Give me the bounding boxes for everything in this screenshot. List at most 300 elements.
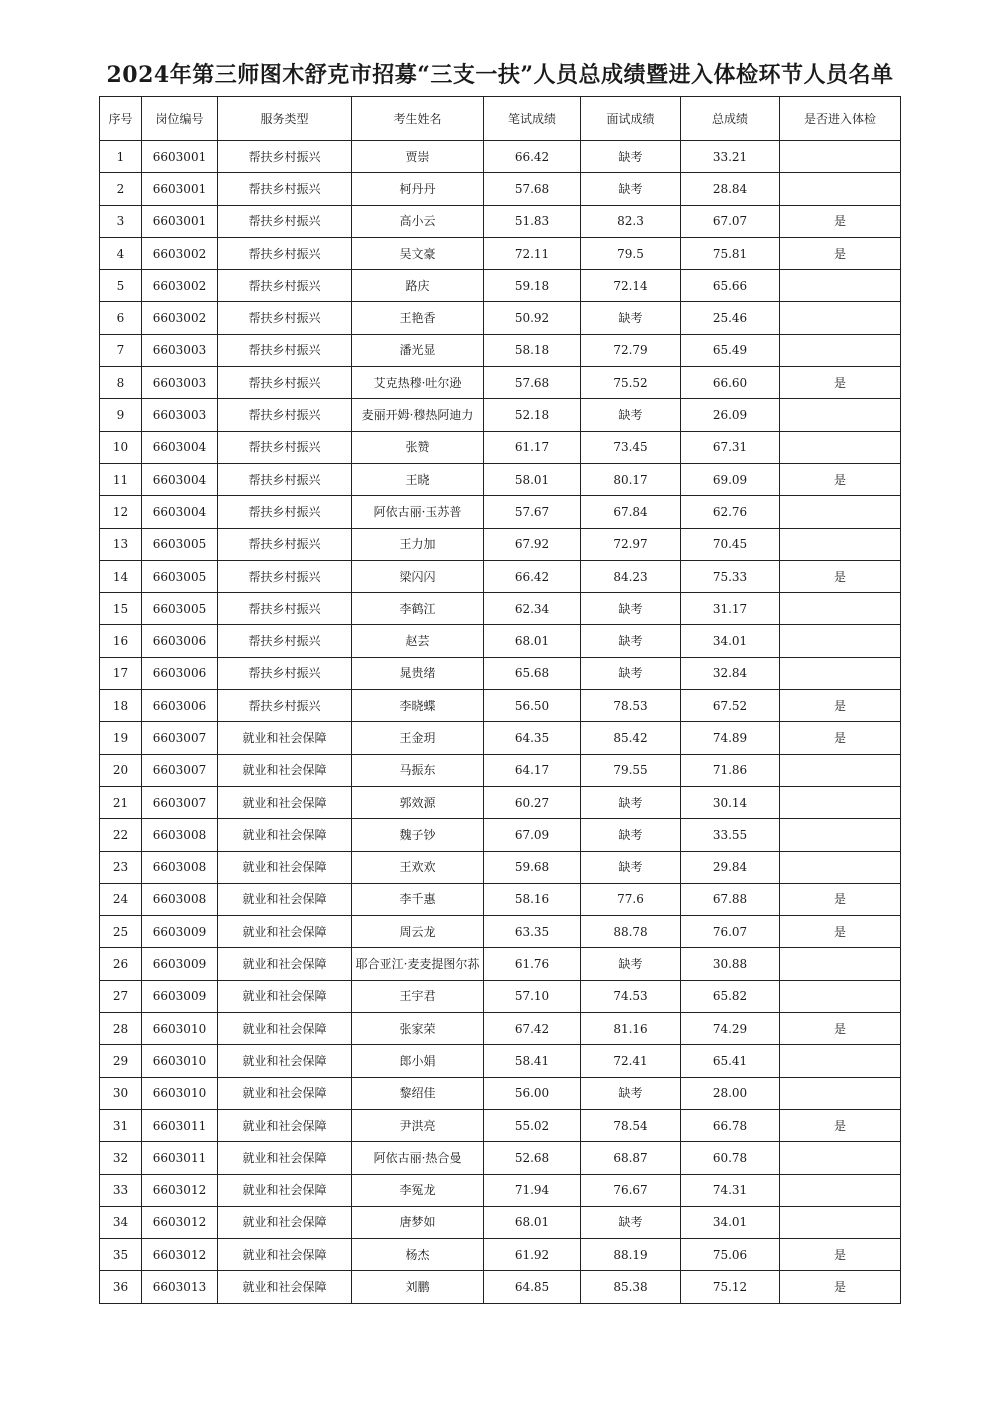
cell-medical-check: 是	[780, 722, 901, 754]
cell-service-type: 帮扶乡村振兴	[218, 528, 352, 560]
cell-interview-score: 72.79	[581, 334, 681, 366]
cell-post-code: 6603007	[142, 786, 218, 818]
cell-medical-check: 是	[780, 463, 901, 495]
cell-post-code: 6603003	[142, 367, 218, 399]
cell-candidate-name: 晁贵绪	[352, 657, 484, 689]
cell-medical-check	[780, 334, 901, 366]
cell-index: 29	[100, 1045, 142, 1077]
cell-candidate-name: 张家荣	[352, 1013, 484, 1045]
cell-service-type: 帮扶乡村振兴	[218, 205, 352, 237]
cell-total-score: 34.01	[681, 1206, 780, 1238]
cell-post-code: 6603011	[142, 1142, 218, 1174]
cell-interview-score: 缺考	[581, 1206, 681, 1238]
cell-total-score: 26.09	[681, 399, 780, 431]
cell-post-code: 6603003	[142, 334, 218, 366]
cell-candidate-name: 尹洪亮	[352, 1109, 484, 1141]
table-row	[100, 560, 901, 592]
cell-medical-check	[780, 1174, 901, 1206]
table-row	[100, 431, 901, 463]
cell-written-score: 52.68	[484, 1142, 581, 1174]
cell-index: 34	[100, 1206, 142, 1238]
cell-written-score: 51.83	[484, 205, 581, 237]
cell-medical-check	[780, 980, 901, 1012]
cell-medical-check: 是	[780, 916, 901, 948]
cell-written-score: 58.41	[484, 1045, 581, 1077]
table-row	[100, 528, 901, 560]
cell-written-score: 72.11	[484, 237, 581, 269]
cell-candidate-name: 麦丽开姆·穆热阿迪力	[352, 399, 484, 431]
table-row	[100, 916, 901, 948]
cell-total-score: 75.12	[681, 1271, 780, 1303]
cell-interview-score: 82.3	[581, 205, 681, 237]
cell-post-code: 6603008	[142, 883, 218, 915]
cell-total-score: 67.52	[681, 690, 780, 722]
table-row	[100, 463, 901, 495]
cell-index: 14	[100, 560, 142, 592]
cell-written-score: 55.02	[484, 1109, 581, 1141]
table-row	[100, 690, 901, 722]
cell-post-code: 6603009	[142, 948, 218, 980]
cell-candidate-name: 高小云	[352, 205, 484, 237]
cell-post-code: 6603001	[142, 205, 218, 237]
cell-service-type: 就业和社会保障	[218, 722, 352, 754]
cell-medical-check	[780, 1045, 901, 1077]
cell-interview-score: 缺考	[581, 173, 681, 205]
header-row	[100, 97, 901, 141]
cell-post-code: 6603004	[142, 496, 218, 528]
cell-total-score: 33.21	[681, 141, 780, 173]
cell-candidate-name: 王艳香	[352, 302, 484, 334]
cell-post-code: 6603005	[142, 593, 218, 625]
cell-total-score: 34.01	[681, 625, 780, 657]
table-row	[100, 1271, 901, 1303]
cell-index: 3	[100, 205, 142, 237]
cell-candidate-name: 柯丹丹	[352, 173, 484, 205]
cell-post-code: 6603005	[142, 560, 218, 592]
cell-service-type: 帮扶乡村振兴	[218, 593, 352, 625]
cell-medical-check	[780, 270, 901, 302]
cell-interview-score: 75.52	[581, 367, 681, 399]
cell-written-score: 56.00	[484, 1077, 581, 1109]
cell-written-score: 57.68	[484, 367, 581, 399]
cell-medical-check: 是	[780, 560, 901, 592]
cell-total-score: 25.46	[681, 302, 780, 334]
table-row	[100, 819, 901, 851]
cell-total-score: 32.84	[681, 657, 780, 689]
cell-written-score: 61.17	[484, 431, 581, 463]
cell-index: 18	[100, 690, 142, 722]
cell-index: 10	[100, 431, 142, 463]
cell-written-score: 67.09	[484, 819, 581, 851]
cell-interview-score: 81.16	[581, 1013, 681, 1045]
cell-written-score: 62.34	[484, 593, 581, 625]
cell-service-type: 就业和社会保障	[218, 1077, 352, 1109]
cell-interview-score: 72.97	[581, 528, 681, 560]
cell-post-code: 6603013	[142, 1271, 218, 1303]
cell-service-type: 就业和社会保障	[218, 851, 352, 883]
cell-medical-check	[780, 948, 901, 980]
cell-written-score: 71.94	[484, 1174, 581, 1206]
cell-total-score: 70.45	[681, 528, 780, 560]
cell-post-code: 6603001	[142, 141, 218, 173]
cell-interview-score: 88.78	[581, 916, 681, 948]
cell-interview-score: 68.87	[581, 1142, 681, 1174]
cell-index: 8	[100, 367, 142, 399]
cell-interview-score: 85.38	[581, 1271, 681, 1303]
cell-service-type: 帮扶乡村振兴	[218, 496, 352, 528]
cell-written-score: 66.42	[484, 560, 581, 592]
table-row	[100, 334, 901, 366]
cell-written-score: 58.01	[484, 463, 581, 495]
cell-written-score: 66.42	[484, 141, 581, 173]
table-row	[100, 1109, 901, 1141]
header-post-code: 岗位编号	[142, 97, 218, 141]
cell-total-score: 67.88	[681, 883, 780, 915]
cell-interview-score: 79.55	[581, 754, 681, 786]
cell-total-score: 65.66	[681, 270, 780, 302]
cell-medical-check	[780, 431, 901, 463]
header-total-score: 总成绩	[681, 97, 780, 141]
cell-candidate-name: 梁闪闪	[352, 560, 484, 592]
cell-service-type: 帮扶乡村振兴	[218, 237, 352, 269]
cell-post-code: 6603004	[142, 463, 218, 495]
cell-candidate-name: 唐梦如	[352, 1206, 484, 1238]
table-header	[100, 97, 901, 141]
cell-written-score: 68.01	[484, 1206, 581, 1238]
cell-post-code: 6603008	[142, 851, 218, 883]
cell-index: 16	[100, 625, 142, 657]
table-row	[100, 1045, 901, 1077]
cell-post-code: 6603010	[142, 1013, 218, 1045]
cell-total-score: 67.07	[681, 205, 780, 237]
cell-service-type: 帮扶乡村振兴	[218, 625, 352, 657]
header-written-score: 笔试成绩	[484, 97, 581, 141]
cell-candidate-name: 李鹤江	[352, 593, 484, 625]
cell-total-score: 74.31	[681, 1174, 780, 1206]
cell-post-code: 6603002	[142, 302, 218, 334]
cell-index: 35	[100, 1239, 142, 1271]
table-row	[100, 496, 901, 528]
cell-index: 13	[100, 528, 142, 560]
cell-index: 11	[100, 463, 142, 495]
table-row	[100, 141, 901, 173]
cell-candidate-name: 王金玥	[352, 722, 484, 754]
cell-service-type: 帮扶乡村振兴	[218, 657, 352, 689]
cell-written-score: 59.18	[484, 270, 581, 302]
cell-index: 2	[100, 173, 142, 205]
cell-total-score: 75.33	[681, 560, 780, 592]
cell-interview-score: 缺考	[581, 302, 681, 334]
cell-index: 36	[100, 1271, 142, 1303]
results-table	[99, 96, 901, 1304]
cell-index: 5	[100, 270, 142, 302]
cell-interview-score: 缺考	[581, 625, 681, 657]
table-row	[100, 1142, 901, 1174]
cell-interview-score: 缺考	[581, 141, 681, 173]
cell-written-score: 50.92	[484, 302, 581, 334]
cell-medical-check	[780, 141, 901, 173]
cell-interview-score: 74.53	[581, 980, 681, 1012]
cell-medical-check	[780, 657, 901, 689]
cell-written-score: 59.68	[484, 851, 581, 883]
cell-total-score: 66.78	[681, 1109, 780, 1141]
cell-candidate-name: 耶合亚江·麦麦提图尔荪	[352, 948, 484, 980]
cell-medical-check	[780, 496, 901, 528]
cell-post-code: 6603007	[142, 722, 218, 754]
cell-interview-score: 缺考	[581, 819, 681, 851]
cell-total-score: 67.31	[681, 431, 780, 463]
table-row	[100, 948, 901, 980]
cell-written-score: 58.16	[484, 883, 581, 915]
cell-candidate-name: 郭效源	[352, 786, 484, 818]
cell-candidate-name: 艾克热穆·吐尔逊	[352, 367, 484, 399]
cell-post-code: 6603012	[142, 1239, 218, 1271]
cell-interview-score: 67.84	[581, 496, 681, 528]
cell-total-score: 31.17	[681, 593, 780, 625]
cell-post-code: 6603010	[142, 1077, 218, 1109]
cell-total-score: 30.14	[681, 786, 780, 818]
table-row	[100, 722, 901, 754]
cell-interview-score: 73.45	[581, 431, 681, 463]
table-row	[100, 205, 901, 237]
cell-index: 25	[100, 916, 142, 948]
cell-index: 30	[100, 1077, 142, 1109]
cell-post-code: 6603001	[142, 173, 218, 205]
cell-service-type: 就业和社会保障	[218, 1174, 352, 1206]
cell-interview-score: 88.19	[581, 1239, 681, 1271]
cell-interview-score: 缺考	[581, 948, 681, 980]
cell-post-code: 6603009	[142, 916, 218, 948]
cell-medical-check: 是	[780, 367, 901, 399]
cell-service-type: 就业和社会保障	[218, 1271, 352, 1303]
cell-written-score: 57.10	[484, 980, 581, 1012]
cell-candidate-name: 黎绍佳	[352, 1077, 484, 1109]
cell-post-code: 6603010	[142, 1045, 218, 1077]
table-row	[100, 786, 901, 818]
cell-total-score: 75.81	[681, 237, 780, 269]
table-row	[100, 173, 901, 205]
table-row	[100, 399, 901, 431]
cell-service-type: 就业和社会保障	[218, 980, 352, 1012]
cell-total-score: 60.78	[681, 1142, 780, 1174]
cell-interview-score: 85.42	[581, 722, 681, 754]
cell-service-type: 帮扶乡村振兴	[218, 463, 352, 495]
cell-post-code: 6603006	[142, 625, 218, 657]
cell-candidate-name: 刘鹏	[352, 1271, 484, 1303]
cell-written-score: 67.92	[484, 528, 581, 560]
cell-medical-check: 是	[780, 1271, 901, 1303]
document-title: 2024年第三师图木舒克市招募“三支一扶”人员总成绩暨进入体检环节人员名单	[106, 62, 894, 88]
cell-candidate-name: 阿依古丽·玉苏普	[352, 496, 484, 528]
cell-written-score: 57.68	[484, 173, 581, 205]
cell-written-score: 64.17	[484, 754, 581, 786]
cell-medical-check	[780, 302, 901, 334]
header-medical-check: 是否进入体检	[780, 97, 901, 141]
cell-interview-score: 缺考	[581, 399, 681, 431]
cell-written-score: 57.67	[484, 496, 581, 528]
cell-post-code: 6603002	[142, 270, 218, 302]
cell-medical-check	[780, 1142, 901, 1174]
cell-total-score: 28.00	[681, 1077, 780, 1109]
cell-index: 17	[100, 657, 142, 689]
cell-service-type: 就业和社会保障	[218, 883, 352, 915]
table-row	[100, 851, 901, 883]
cell-medical-check	[780, 593, 901, 625]
cell-service-type: 帮扶乡村振兴	[218, 173, 352, 205]
cell-service-type: 帮扶乡村振兴	[218, 367, 352, 399]
cell-index: 21	[100, 786, 142, 818]
table-row	[100, 1077, 901, 1109]
table-row	[100, 754, 901, 786]
cell-candidate-name: 魏子钞	[352, 819, 484, 851]
table-row	[100, 1013, 901, 1045]
cell-medical-check	[780, 786, 901, 818]
cell-post-code: 6603005	[142, 528, 218, 560]
cell-written-score: 63.35	[484, 916, 581, 948]
cell-post-code: 6603003	[142, 399, 218, 431]
cell-interview-score: 78.54	[581, 1109, 681, 1141]
cell-service-type: 就业和社会保障	[218, 1239, 352, 1271]
cell-total-score: 66.60	[681, 367, 780, 399]
cell-index: 19	[100, 722, 142, 754]
cell-total-score: 71.86	[681, 754, 780, 786]
cell-candidate-name: 李冤龙	[352, 1174, 484, 1206]
cell-candidate-name: 张赞	[352, 431, 484, 463]
cell-index: 1	[100, 141, 142, 173]
cell-medical-check	[780, 1077, 901, 1109]
cell-written-score: 58.18	[484, 334, 581, 366]
table-body	[100, 141, 901, 1304]
header-candidate-name: 考生姓名	[352, 97, 484, 141]
cell-candidate-name: 赵芸	[352, 625, 484, 657]
cell-post-code: 6603007	[142, 754, 218, 786]
cell-index: 26	[100, 948, 142, 980]
header-interview-score: 面试成绩	[581, 97, 681, 141]
cell-service-type: 帮扶乡村振兴	[218, 334, 352, 366]
cell-index: 4	[100, 237, 142, 269]
table-row	[100, 270, 901, 302]
cell-total-score: 65.82	[681, 980, 780, 1012]
cell-medical-check: 是	[780, 1109, 901, 1141]
cell-interview-score: 77.6	[581, 883, 681, 915]
cell-service-type: 就业和社会保障	[218, 1045, 352, 1077]
cell-total-score: 69.09	[681, 463, 780, 495]
cell-interview-score: 缺考	[581, 657, 681, 689]
cell-service-type: 就业和社会保障	[218, 1142, 352, 1174]
table-row	[100, 302, 901, 334]
cell-interview-score: 72.41	[581, 1045, 681, 1077]
cell-index: 24	[100, 883, 142, 915]
cell-written-score: 64.35	[484, 722, 581, 754]
cell-total-score: 33.55	[681, 819, 780, 851]
table-row	[100, 1206, 901, 1238]
cell-total-score: 74.89	[681, 722, 780, 754]
cell-total-score: 76.07	[681, 916, 780, 948]
cell-candidate-name: 阿依古丽·热合曼	[352, 1142, 484, 1174]
cell-candidate-name: 马振东	[352, 754, 484, 786]
cell-index: 7	[100, 334, 142, 366]
cell-post-code: 6603008	[142, 819, 218, 851]
cell-total-score: 65.41	[681, 1045, 780, 1077]
cell-post-code: 6603011	[142, 1109, 218, 1141]
header-index: 序号	[100, 97, 142, 141]
cell-medical-check	[780, 173, 901, 205]
cell-service-type: 就业和社会保障	[218, 1109, 352, 1141]
cell-service-type: 帮扶乡村振兴	[218, 431, 352, 463]
cell-medical-check	[780, 754, 901, 786]
cell-service-type: 帮扶乡村振兴	[218, 399, 352, 431]
cell-total-score: 62.76	[681, 496, 780, 528]
cell-medical-check	[780, 851, 901, 883]
cell-interview-score: 缺考	[581, 851, 681, 883]
cell-medical-check	[780, 399, 901, 431]
cell-candidate-name: 王晓	[352, 463, 484, 495]
cell-interview-score: 84.23	[581, 560, 681, 592]
cell-service-type: 就业和社会保障	[218, 754, 352, 786]
cell-index: 27	[100, 980, 142, 1012]
cell-candidate-name: 杨杰	[352, 1239, 484, 1271]
cell-candidate-name: 王宇君	[352, 980, 484, 1012]
cell-medical-check: 是	[780, 1013, 901, 1045]
cell-candidate-name: 王力加	[352, 528, 484, 560]
cell-post-code: 6603006	[142, 657, 218, 689]
cell-candidate-name: 吴文豪	[352, 237, 484, 269]
cell-interview-score: 缺考	[581, 1077, 681, 1109]
cell-interview-score: 缺考	[581, 593, 681, 625]
cell-service-type: 就业和社会保障	[218, 1206, 352, 1238]
cell-total-score: 75.06	[681, 1239, 780, 1271]
cell-index: 33	[100, 1174, 142, 1206]
cell-candidate-name: 贾崇	[352, 141, 484, 173]
cell-medical-check: 是	[780, 205, 901, 237]
cell-post-code: 6603012	[142, 1174, 218, 1206]
cell-post-code: 6603004	[142, 431, 218, 463]
table-row	[100, 625, 901, 657]
table-row	[100, 980, 901, 1012]
cell-total-score: 74.29	[681, 1013, 780, 1045]
cell-written-score: 68.01	[484, 625, 581, 657]
cell-medical-check: 是	[780, 1239, 901, 1271]
cell-index: 32	[100, 1142, 142, 1174]
cell-total-score: 28.84	[681, 173, 780, 205]
cell-total-score: 30.88	[681, 948, 780, 980]
table-row	[100, 657, 901, 689]
cell-service-type: 就业和社会保障	[218, 948, 352, 980]
cell-index: 23	[100, 851, 142, 883]
cell-written-score: 61.92	[484, 1239, 581, 1271]
cell-service-type: 帮扶乡村振兴	[218, 270, 352, 302]
cell-index: 28	[100, 1013, 142, 1045]
cell-candidate-name: 潘光显	[352, 334, 484, 366]
cell-post-code: 6603006	[142, 690, 218, 722]
cell-index: 6	[100, 302, 142, 334]
cell-service-type: 帮扶乡村振兴	[218, 302, 352, 334]
cell-written-score: 67.42	[484, 1013, 581, 1045]
cell-medical-check: 是	[780, 237, 901, 269]
cell-index: 22	[100, 819, 142, 851]
cell-medical-check	[780, 1206, 901, 1238]
cell-service-type: 帮扶乡村振兴	[218, 141, 352, 173]
cell-index: 9	[100, 399, 142, 431]
table-row	[100, 367, 901, 399]
cell-post-code: 6603009	[142, 980, 218, 1012]
cell-candidate-name: 王欢欢	[352, 851, 484, 883]
cell-interview-score: 72.14	[581, 270, 681, 302]
cell-interview-score: 78.53	[581, 690, 681, 722]
table-row	[100, 1239, 901, 1271]
cell-medical-check	[780, 819, 901, 851]
cell-medical-check: 是	[780, 690, 901, 722]
